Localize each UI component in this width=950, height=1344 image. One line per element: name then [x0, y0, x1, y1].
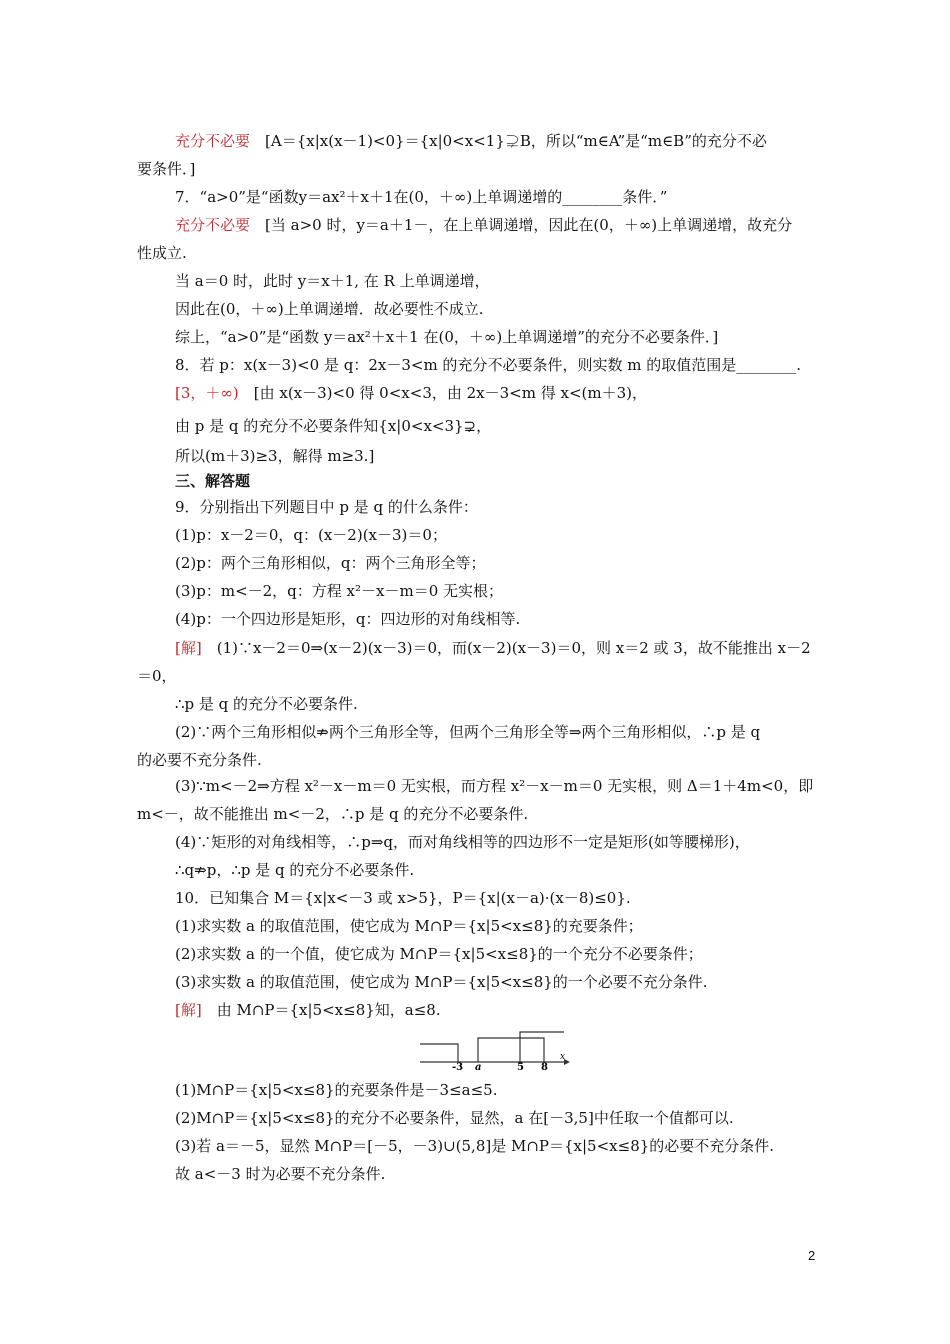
text-line: 由 p 是 q 的充分不必要条件知{x|0<x<3}⊋，	[175, 417, 492, 435]
page-number: 2	[808, 1248, 816, 1263]
text-line: (3)∵m<－2⇒方程 x²－x－m＝0 无实根，而方程 x²－x－m＝0 无实根，则 Δ＝1＋4m<0，即	[175, 777, 814, 795]
text-line: (2)求实数 a 的一个值，使它成为 M∩P＝{x|5<x≤8}的一个充分不必要条件；	[175, 945, 703, 963]
text-line: 充分不必要 [当 a>0 时，y＝a＋1－，在上单调递增，因此在(0，＋∞)上单调递增，故充分	[175, 216, 793, 234]
text-line: 所以(m＋3)≥3，解得 m≥3.]	[175, 447, 375, 465]
set-p-interval	[478, 1038, 544, 1062]
text-line: (3)p：m<－2，q：方程 x²－x－m＝0 无实根；	[175, 582, 504, 600]
text-line: 的必要不充分条件.	[137, 751, 262, 769]
text-line: (2)p：两个三角形相似，q：两个三角形全等；	[175, 554, 486, 572]
question-8: 8．若 p：x(x－3)<0 是 q：2x－3<m 的充分不必要条件，则实数 m 的取值范围是________.	[175, 356, 801, 374]
tick-label-minus-3: -3	[452, 1062, 464, 1070]
text-line: m<－，故不能推出 m<－2，∴p 是 q 的充分不必要条件.	[137, 805, 529, 823]
tick-label-8: 8	[541, 1062, 548, 1070]
text-line: (2)M∩P＝{x|5<x≤8}的充分不必要条件，显然，a 在[－3,5]中任取一个值都可以.	[175, 1109, 734, 1127]
text-line: (3)若 a＝－5，显然 M∩P＝[－5，－3)∪(5,8]是 M∩P＝{x|5<x≤8}的必要不充分条件.	[175, 1137, 775, 1155]
text-line: 充分不必要 [A＝{x|x(x－1)<0}＝{x|0<x<1}⊋B，所以“m∈A”是“m∈B”的充分不必	[175, 132, 767, 150]
solution-line: [解] (1)∵x－2＝0⇒(x－2)(x－3)＝0，而(x－2)(x－3)＝0，则 x＝2 或 3，故不能推出 x－2	[175, 639, 811, 657]
text-line: 性成立.	[137, 244, 187, 262]
text-line: ＝0，	[137, 667, 177, 685]
text-line: ∴p 是 q 的充分不必要条件.	[175, 695, 358, 713]
section-heading: 三、解答题	[175, 472, 251, 490]
solution-line: [解] 由 M∩P＝{x|5<x≤8}知，a≤8.	[175, 1001, 441, 1019]
text-line: ∴q⇏p，∴p 是 q 的充分不必要条件.	[175, 861, 415, 879]
text-line: [3，＋∞) [由 x(x－3)<0 得 0<x<3，由 2x－3<m 得 x<(m＋3)，	[175, 384, 648, 402]
text-line: 因此在(0，＋∞)上单调递增．故必要性不成立.	[175, 300, 484, 318]
question-7: 7．“a>0”是“函数y＝ax²＋x＋1在(0，＋∞)上单调递增的________条件．”	[175, 188, 668, 206]
text-line: (1)p：x－2＝0，q：(x－2)(x－3)＝0；	[175, 526, 447, 544]
text-line: (3)求实数 a 的取值范围，使它成为 M∩P＝{x|5<x≤8}的一个必要不充分条件.	[175, 973, 708, 991]
text-line: (1)M∩P＝{x|5<x≤8}的充要条件是－3≤a≤5.	[175, 1081, 498, 1099]
axis-label-x: x	[560, 1052, 566, 1062]
text-line: 当 a＝0 时，此时 y＝x＋1, 在 R 上单调递增，	[175, 272, 490, 290]
text-line: (2)∵两个三角形相似⇏两个三角形全等，但两个三角形全等⇒两个三角形相似，∴p 是 q	[175, 723, 761, 741]
text-line: 综上，“a>0”是“函数 y＝ax²＋x＋1 在(0，＋∞)上单调递增”的充分不必要条件．]	[175, 328, 719, 346]
set-m-right-ray	[520, 1032, 564, 1062]
text-line: (4)∵矩形的对角线相等，∴p⇒q，而对角线相等的四边形不一定是矩形(如等腰梯形)，	[175, 833, 750, 851]
text-line: 要条件．]	[137, 160, 196, 178]
set-m-left-ray	[420, 1044, 458, 1062]
text-line: (1)求实数 a 的取值范围，使它成为 M∩P＝{x|5<x≤8}的充要条件；	[175, 917, 643, 935]
text-line: 故 a<－3 时为必要不充分条件.	[175, 1165, 386, 1183]
number-line-diagram	[418, 1026, 570, 1070]
question-9: 9．分别指出下列题目中 p 是 q 的什么条件：	[175, 498, 478, 516]
text-line: (4)p：一个四边形是矩形，q：四边形的对角线相等.	[175, 610, 521, 628]
tick-label-5: 5	[517, 1062, 524, 1070]
tick-label-a: a	[475, 1062, 482, 1070]
question-10: 10．已知集合 M＝{x|x<－3 或 x>5}，P＝{x|(x－a)·(x－8)≤0}.	[175, 889, 631, 907]
